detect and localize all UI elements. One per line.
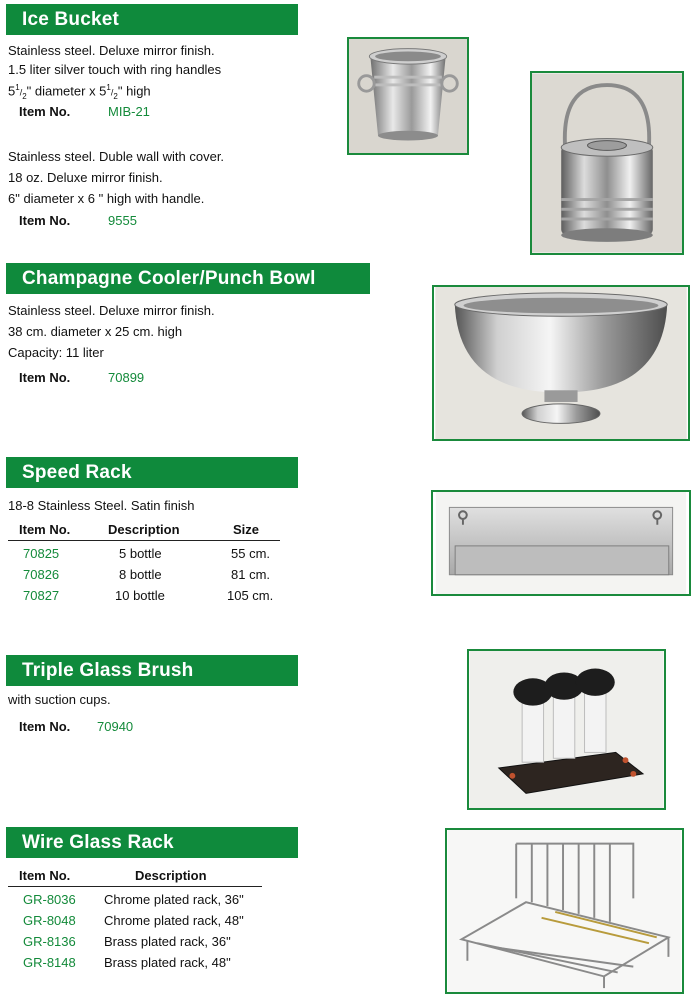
section-header-speed-rack: Speed Rack xyxy=(6,457,298,488)
speed-rack-description: 10 bottle xyxy=(115,588,165,603)
ice-bucket-desc-line3 xyxy=(8,80,151,104)
wire-rack-item-no: GR-8136 xyxy=(23,934,76,949)
section-header-triple-glass-brush: Triple Glass Brush xyxy=(6,655,298,686)
ice-bucket-item-label: Item No. xyxy=(19,104,71,119)
ice-bucket2-desc-line2: 18 oz. Deluxe mirror finish. xyxy=(8,170,163,185)
triple-brush-item-no: 70940 xyxy=(97,719,134,734)
ice-bucket-ring-handles-photo xyxy=(347,37,469,155)
wire-rack-item-no: GR-8148 xyxy=(23,955,76,970)
ice-bucket-desc-line2: 1.5 liter silver touch with ring handles xyxy=(8,62,222,77)
wire-rack-header-rule xyxy=(8,886,262,887)
wire-rack-description: Chrome plated rack, 36" xyxy=(104,892,244,907)
speed-rack-item-no: 70826 xyxy=(23,567,60,582)
champagne-desc-line2: 38 cm. diameter x 25 cm. high xyxy=(8,324,183,339)
ice-bucket-desc-line1: Stainless steel. Deluxe mirror finish. xyxy=(8,43,215,58)
section-header-champagne-cooler: Champagne Cooler/Punch Bowl xyxy=(6,263,370,294)
wire-rack-description: Brass plated rack, 48" xyxy=(104,955,231,970)
wire-rack-description: Chrome plated rack, 48" xyxy=(104,913,244,928)
champagne-item-label: Item No. xyxy=(19,370,71,385)
wire-rack-col-description: Description xyxy=(135,868,207,883)
dim-mid: " diameter x 5 xyxy=(26,83,107,99)
champagne-desc-line3: Capacity: 11 liter xyxy=(8,345,104,360)
dim-num-1: 1 xyxy=(15,83,20,92)
speed-rack-size: 55 cm. xyxy=(231,546,271,561)
speed-rack-desc: 18-8 Stainless Steel. Satin finish xyxy=(8,498,195,513)
champagne-item-no: 70899 xyxy=(108,370,145,385)
ice-bucket2-item-no: 9555 xyxy=(108,213,137,228)
wire-rack-description: Brass plated rack, 36" xyxy=(104,934,231,949)
speed-rack-item-no: 70827 xyxy=(23,588,60,603)
dim-end: " high xyxy=(117,83,151,99)
ice-bucket2-desc-line3: 6" diameter x 6 " high with handle. xyxy=(8,191,205,206)
speed-rack-item-no: 70825 xyxy=(23,546,60,561)
section-header-wire-glass-rack: Wire Glass Rack xyxy=(6,827,298,858)
dim-slash-2: / xyxy=(110,87,114,98)
wire-rack-item-no: GR-8036 xyxy=(23,892,76,907)
punch-bowl-photo xyxy=(432,285,690,441)
wire-rack-item-no: GR-8048 xyxy=(23,913,76,928)
section-header-ice-bucket: Ice Bucket xyxy=(6,4,298,35)
ice-bucket-cover-photo xyxy=(530,71,684,255)
covered-ice-bucket-illustration xyxy=(532,73,682,253)
speed-rack-size: 81 cm. xyxy=(231,567,271,582)
speed-rack-col-item: Item No. xyxy=(19,522,71,537)
triple-glass-brush-photo xyxy=(467,649,666,810)
brush-illustration xyxy=(469,651,664,808)
speed-rack-description: 8 bottle xyxy=(119,567,162,582)
dim-den-1: 2 xyxy=(22,91,27,101)
speed-rack-illustration xyxy=(433,492,689,594)
ice-bucket-item-no: MIB-21 xyxy=(108,104,150,119)
wire-rack-col-item: Item No. xyxy=(19,868,71,883)
ice-bucket2-desc-line1: Stainless steel. Duble wall with cover. xyxy=(8,149,225,164)
speed-rack-size: 105 cm. xyxy=(227,588,274,603)
speed-rack-header-rule xyxy=(8,540,280,541)
wire-rack-illustration xyxy=(447,830,682,992)
champagne-desc-line1: Stainless steel. Deluxe mirror finish. xyxy=(8,303,215,318)
dim-den-2: 2 xyxy=(113,91,118,101)
punch-bowl-illustration xyxy=(434,287,688,439)
dim-whole-1: 5 xyxy=(8,83,16,99)
ice-bucket-illustration xyxy=(349,39,467,153)
speed-rack-photo xyxy=(431,490,691,596)
dim-slash-1: / xyxy=(19,87,23,98)
triple-brush-desc: with suction cups. xyxy=(8,692,111,707)
wire-glass-rack-photo xyxy=(445,828,684,994)
speed-rack-description: 5 bottle xyxy=(119,546,162,561)
triple-brush-item-label: Item No. xyxy=(19,719,71,734)
dim-num-2: 1 xyxy=(106,83,111,92)
speed-rack-col-size: Size xyxy=(233,522,260,537)
speed-rack-col-description: Description xyxy=(108,522,180,537)
ice-bucket2-item-label: Item No. xyxy=(19,213,71,228)
